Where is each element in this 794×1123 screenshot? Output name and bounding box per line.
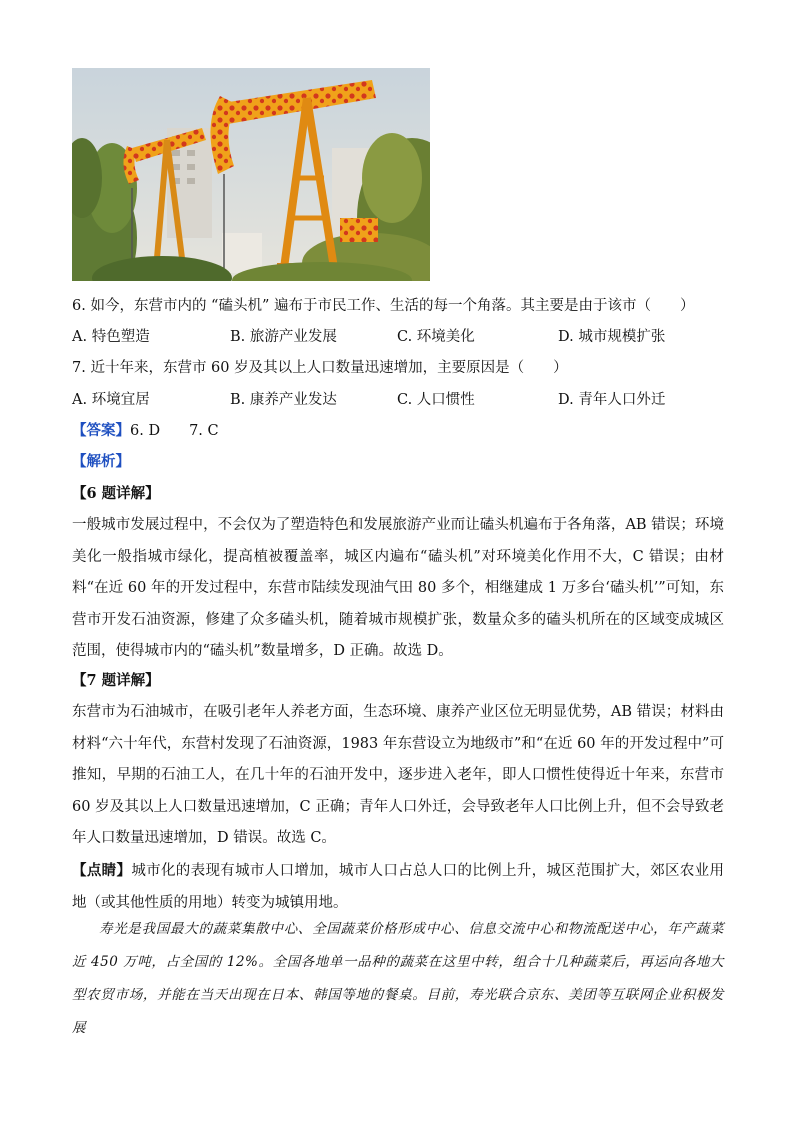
analysis-label: 【解析】 <box>72 453 130 470</box>
detail-7-text: 东营市为石油城市，在吸引老年人养老方面，生态环境、康养产业区位无明显优势，AB 错误；材料由材料“六十年代，东营村发现了石油资源，1983 年东营设立为地级市”和“在近 60 年的开发过程中”可推知，早期的石油工人，在几十年的石油开发中，逐步进入老年，即人口惯性使得近十年来，东营市 60 岁及其以上人口数量迅速增加，C 正确；青年人口外迁，会导致老年人口比例上升，但不会导致老年人口数量迅速增加，D 错误。故选 C。 <box>72 704 724 846</box>
detail-6-heading: 【6 题详解】 <box>72 485 160 502</box>
answer-label: 【答案】 <box>72 422 130 439</box>
detail-7-heading: 【7 题详解】 <box>72 672 160 689</box>
question-7-options <box>72 390 732 410</box>
q7-option-d: D. 青年人口外迁 <box>558 392 666 408</box>
tip-text: 城市化的表现有城市人口增加，城市人口占总人口的比例上升，城区范围扩大，郊区农业用地（或其他性质的用地）转变为城镇用地。 <box>72 863 725 911</box>
q6-option-c: C. 环境美化 <box>397 329 475 345</box>
q7-option-a: A. 环境宜居 <box>72 392 150 408</box>
detail-7-body <box>72 697 724 855</box>
q7-option-c: C. 人口惯性 <box>397 392 475 408</box>
material-passage <box>72 913 724 1045</box>
q6-option-d: D. 城市规模扩张 <box>558 329 666 345</box>
q6-option-a: A. 特色塑造 <box>72 329 150 345</box>
q7-option-b: B. 康养产业发达 <box>230 392 337 408</box>
answer-text: 6. D 7. C <box>130 423 219 439</box>
question-6-options <box>72 327 732 347</box>
material-text: 寿光是我国最大的蔬菜集散中心、全国蔬菜价格形成中心、信息交流中心和物流配送中心，年产蔬菜近 450 万吨，占全国的 12%。全国各地单一品种的蔬菜在这里中转，组合十几种蔬菜后，再运向各地大型农贸市场，并能在当天出现在日本、韩国等地的餐桌。目前，寿光联合京东、美团等互联网企业积极发展 <box>72 921 724 1036</box>
detail-6-text: 一般城市发展过程中，不会仅为了塑造特色和发展旅游产业而让磕头机遍布于各角落，AB 错误；环境美化一般指城市绿化，提高植被覆盖率，城区内遍布“磕头机”对环境美化作用不大，C 错误；由材料“在近 60 年的开发过程中，东营市陆续发现油气田 80 多个，相继建成 1 万多台‘磕头机’”可知，东营市开发石油资源，修建了众多磕头机，随着城市规模扩张，数量众多的磕头机所在的区域变成城区范围，使得城市内的“磕头机”数量增多，D 正确。故选 D。 <box>72 517 724 659</box>
oil-pump-photo <box>72 68 430 281</box>
tip-block <box>72 855 724 919</box>
question-6-stem: 6. 如今，东营市内的 “磕头机” 遍布于市民工作、生活的每一个角落。其主要是由于该市（ ） <box>72 298 695 314</box>
question-7-stem: 7. 近十年来，东营市 60 岁及其以上人口数量迅速增加，主要原因是（ ） <box>72 360 568 376</box>
answer-line <box>72 421 219 441</box>
tip-label: 【点睛】 <box>72 862 132 879</box>
detail-6-body <box>72 510 724 668</box>
q6-option-b: B. 旅游产业发展 <box>230 329 337 345</box>
